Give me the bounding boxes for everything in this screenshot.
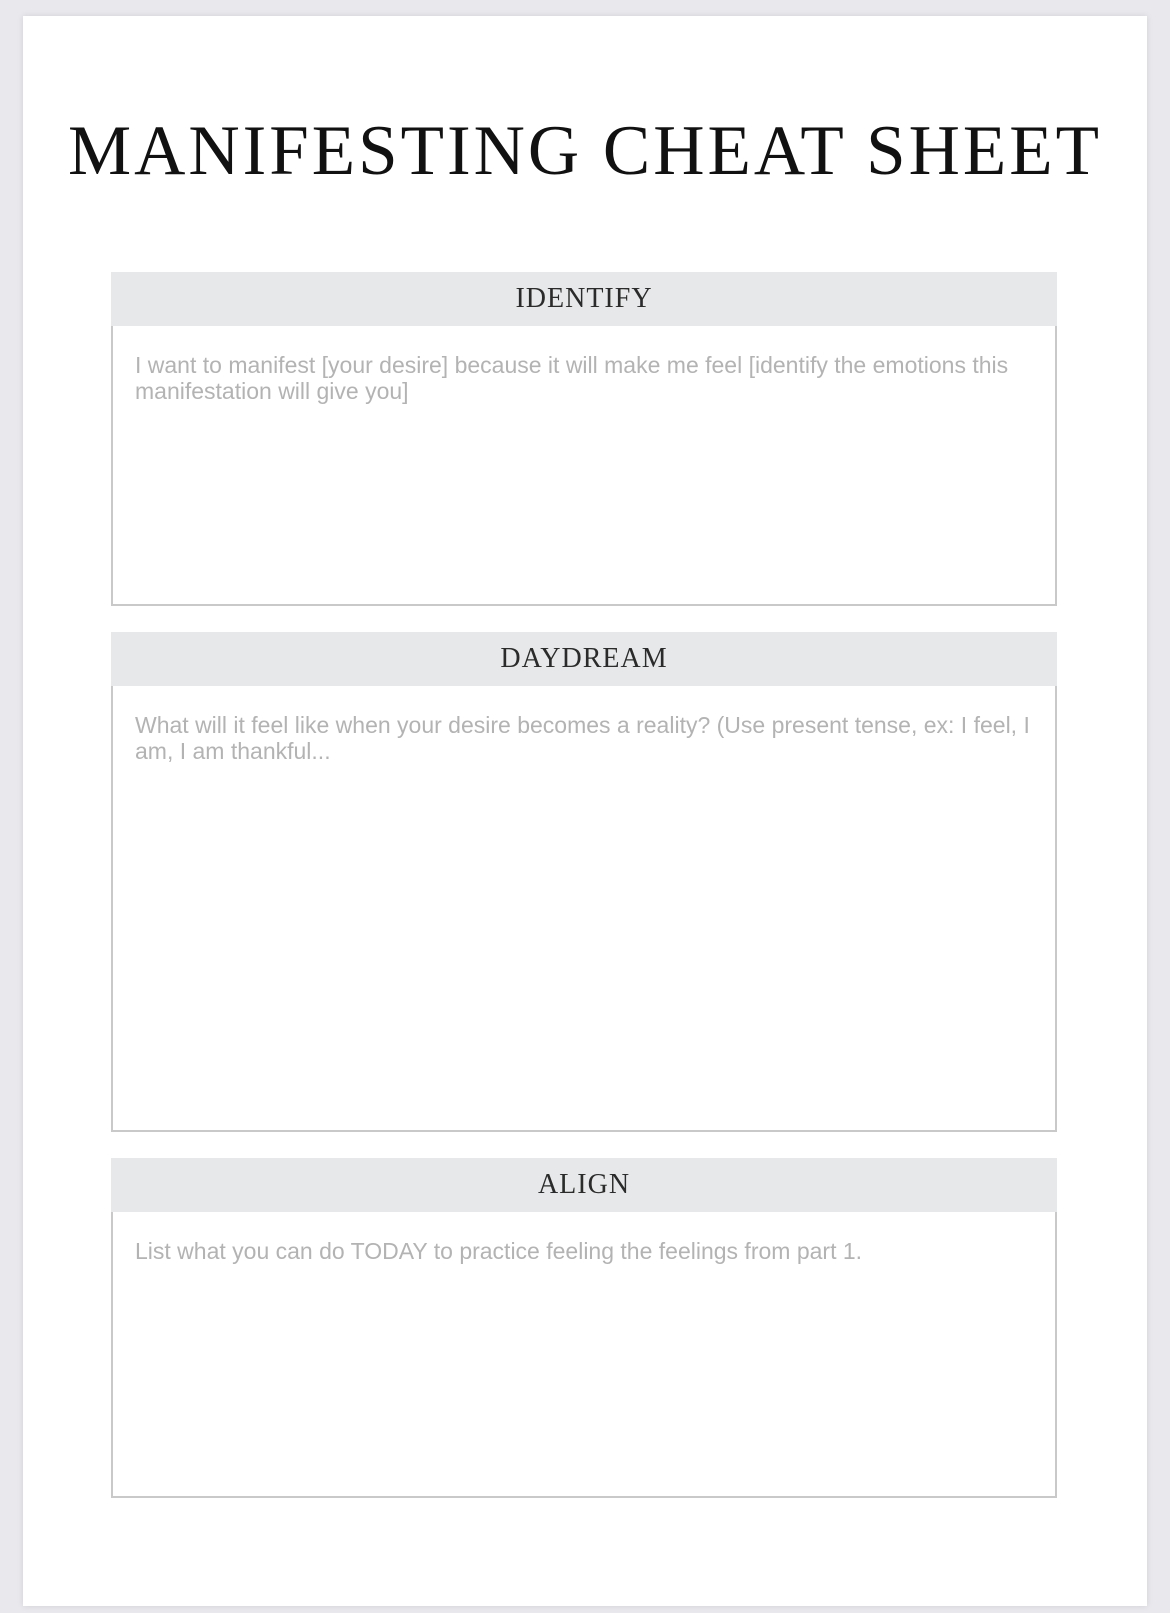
section-align-heading: ALIGN	[111, 1158, 1057, 1212]
section-align	[111, 1158, 1057, 1498]
section-identify-heading: IDENTIFY	[111, 272, 1057, 326]
section-daydream	[111, 632, 1057, 1132]
section-identify-prompt[interactable]: I want to manifest [your desire] because it will make me feel [identify the emotions this manifestation will give you]	[135, 352, 1009, 404]
section-align-prompt[interactable]: List what you can do TODAY to practice feeling the feelings from part 1.	[135, 1238, 863, 1264]
section-identify	[111, 272, 1057, 606]
section-daydream-heading: DAYDREAM	[111, 632, 1057, 686]
page-title: MANIFESTING CHEAT SHEET	[67, 112, 1103, 190]
worksheet-page	[23, 16, 1147, 1606]
section-daydream-prompt[interactable]: What will it feel like when your desire becomes a reality? (Use present tense, ex: I feel, I am, I am thankful...	[135, 712, 1030, 764]
